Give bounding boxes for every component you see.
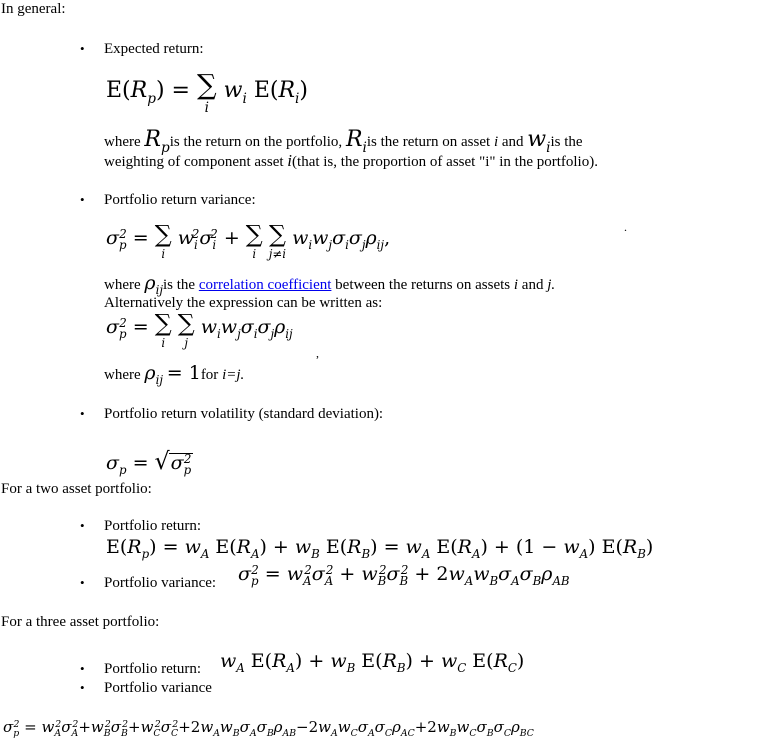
bullet-icon: • xyxy=(80,575,85,590)
variance-where-last: where $\rho_{ij} = 1for$ i=j. xyxy=(104,362,245,388)
correlation-coefficient-link[interactable]: correlation coefficient xyxy=(198,277,332,293)
expected-return-formula: $E(R_p)$ = ∑ i $w_i$ $E(R_i)$ xyxy=(106,69,308,116)
expected-return-where-line: where $R_pis$ the return on the portfolio, $R_iis$ the return on asset i and $w_iis$ the xyxy=(104,127,583,157)
volatility-label: Portfolio return volatility (standard deviation): xyxy=(104,406,384,422)
bullet-icon: • xyxy=(80,518,85,533)
bullet-icon: • xyxy=(80,406,85,421)
bullet-icon: • xyxy=(80,680,85,695)
three-asset-variance-label: Portfolio variance xyxy=(104,680,212,696)
variance-label: Portfolio return variance: xyxy=(104,192,256,208)
two-asset-variance-formula: $\sigma_p^2 = w_A^2\sigma_A^2 + w_B^2\sigma_B^2 + 2w_Aw_B\sigma_A\sigma_B\rho_{AB}$ xyxy=(238,562,570,589)
stray-dot: . xyxy=(624,220,627,234)
volatility-formula: $\sigma_p = √\sigma_p^2$ xyxy=(106,447,192,478)
expected-return-label: Expected return: xyxy=(104,41,204,57)
heading-three-asset: For a three asset portfolio: xyxy=(1,614,160,630)
three-asset-variance-formula: $\sigma_p^2 = w_A^2\sigma_A^2+w_B^2\sigma_B^2+w_C^2\sigma_C^2+2w_Aw_B\sigma_A\sigma_B\rho_{AB}-2w_Aw_C\sigma_A\sigma_C\rho_{AC}+2w_Bw_C\sigma_B\sigma_C\rho_{BC}$ xyxy=(3,718,534,740)
three-asset-return-formula: $w_A$ $E(R_A) + w_B$ $E(R_B) + w_C$ $E(R_C)$ xyxy=(220,650,525,676)
bullet-icon: • xyxy=(80,661,85,676)
two-asset-variance-label: Portfolio variance: xyxy=(104,575,217,591)
bullet-icon: • xyxy=(80,41,85,56)
variance-alt-text: Alternatively the expression can be written as: xyxy=(104,295,383,311)
variance-formula-2: $\sigma_p^2$ = ∑ i ∑ j $w_iw_j\sigma_i\sigma_j\rho_{ij}$ xyxy=(106,309,293,350)
heading-general: In general: xyxy=(1,1,66,17)
bullet-icon: • xyxy=(80,192,85,207)
variance-formula-1: $\sigma_p^2$ = ∑ i $w_i^2\sigma_i^2$ + ∑ i ∑ j≠i $w_iw_j\sigma_i\sigma_j\rho_{ij}$, xyxy=(106,220,391,261)
expected-return-where-line-2: weighting of component asset i(that is, the proportion of asset "i" in the portfolio). xyxy=(104,151,598,170)
two-asset-return-label: Portfolio return: xyxy=(104,518,202,534)
two-asset-return-formula: $E(R_p) = w_A$ $E(R_A) + w_B$ $E(R_B) = w_A$ $E(R_A) + (1 - w_A)$ $E(R_B)$ xyxy=(106,536,654,562)
three-asset-return-label: Portfolio return: xyxy=(104,661,202,677)
heading-two-asset: For a two asset portfolio: xyxy=(1,481,152,497)
comma-mark: , xyxy=(316,346,319,360)
variance-where-line: where $\rho_{ij}is$ the correlation coefficient between the returns on assets i and j. xyxy=(104,272,556,298)
